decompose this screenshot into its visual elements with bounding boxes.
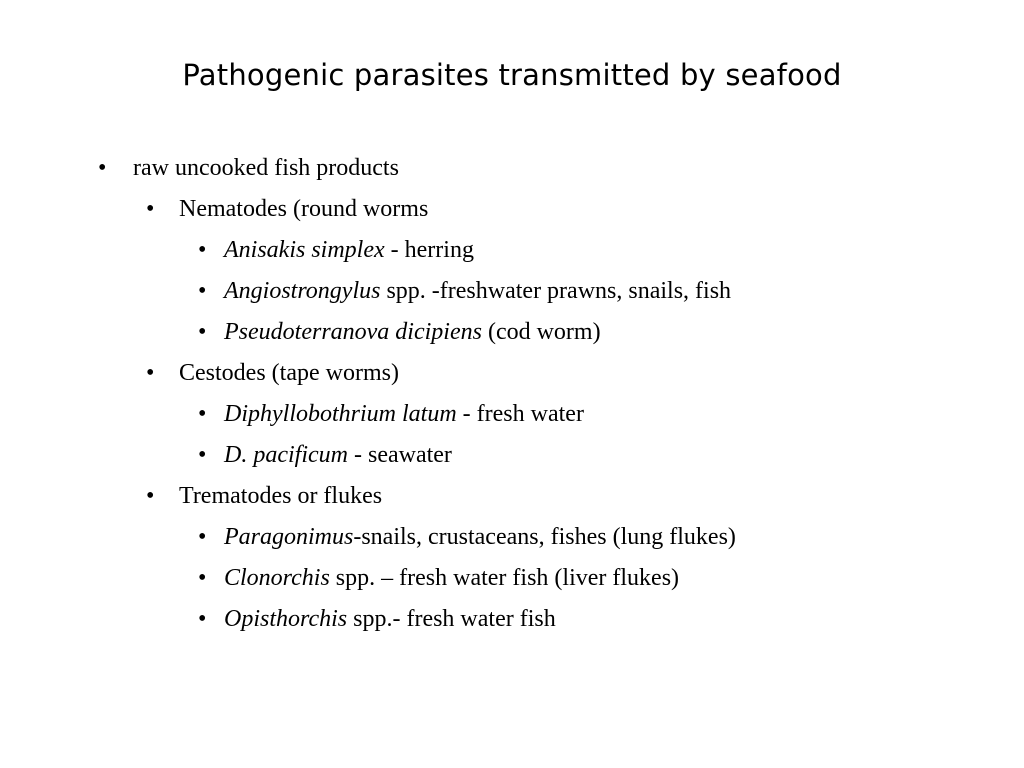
bullet-text [179,189,428,230]
slide-title: Pathogenic parasites transmitted by seafood [182,58,842,92]
bullet-text-italic: D. pacificum [224,442,348,468]
bullet-text-plain: Cestodes (tape worms) [179,360,399,386]
bullet-item [0,312,1024,353]
bullet-item [0,517,1024,558]
bullet-icon: • [146,360,155,386]
bullet-icon: • [198,606,207,632]
bullet-text-plain: - fresh water [456,401,584,427]
bullet-text [179,353,399,394]
bullet-text [224,599,556,640]
bullet-text-italic: Anisakis simplex [224,237,385,263]
bullet-icon: • [198,278,207,304]
bullet-icon: • [198,237,207,263]
bullet-icon: • [198,442,207,468]
bullet-icon: • [198,401,207,427]
bullet-text-plain: - herring [384,237,474,263]
bullet-item [0,353,1024,394]
bullet-icon: • [198,565,207,591]
bullet-item [0,394,1024,435]
bullet-list [0,148,1024,640]
bullet-item [0,271,1024,312]
bullet-text-italic: Pseudoterranova dicipiens [224,319,482,345]
bullet-text-italic: Angiostrongylus [224,278,381,304]
bullet-icon: • [98,155,107,181]
bullet-text [224,435,452,476]
bullet-icon: • [198,524,207,550]
bullet-text [133,148,399,189]
bullet-text-plain: spp. – fresh water fish (liver flukes) [329,565,680,591]
bullet-icon: • [146,196,155,222]
bullet-text [179,476,382,517]
bullet-text-italic: Opisthorchis [224,606,348,632]
bullet-text [224,558,679,599]
bullet-text-italic: Paragonimus [224,524,354,550]
bullet-text-italic: Diphyllobothrium latum [224,401,457,427]
bullet-item [0,435,1024,476]
bullet-icon: • [146,483,155,509]
bullet-item [0,189,1024,230]
bullet-item [0,599,1024,640]
bullet-item [0,476,1024,517]
bullet-item [0,558,1024,599]
bullet-icon: • [198,319,207,345]
bullet-text-plain: - seawater [347,442,452,468]
bullet-text [224,271,731,312]
bullet-text-plain: spp. -freshwater prawns, snails, fish [380,278,732,304]
bullet-text [224,394,584,435]
bullet-text-plain: spp.- fresh water fish [347,606,556,632]
bullet-text-plain: Nematodes (round worms [179,196,429,222]
bullet-item [0,230,1024,271]
bullet-item [0,148,1024,189]
bullet-text-plain: -snails, crustaceans, fishes (lung flukes) [353,524,736,550]
bullet-text [224,517,736,558]
bullet-text-plain: Trematodes or flukes [179,483,383,509]
bullet-text [224,312,601,353]
bullet-text-plain: (cod worm) [481,319,601,345]
bullet-text-plain: raw uncooked fish products [133,155,399,181]
bullet-text-italic: Clonorchis [224,565,330,591]
bullet-text [224,230,474,271]
